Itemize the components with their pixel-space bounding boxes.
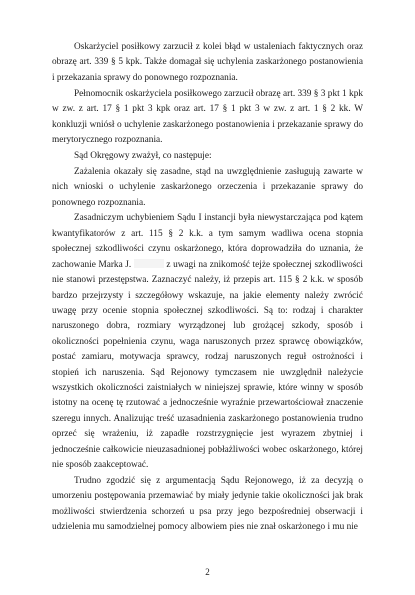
paragraph-attorney-appeal: Pełnomocnik oskarżyciela posiłkowego zarzucił obrazę art. 339 § 3 pkt 1 kpk w zw. z art. 17 § 1 pkt 3 kpk oraz art. 17 § 1 pkt 3 w zw. z art. 1 § 2 kk. W konkluzji wniósł o uchylenie zaskarżonego postanowienia i przekazanie sprawy do merytorycznego rozpoznania.: [52, 88, 363, 145]
paragraph-appeals-justified: Zażalenia okazały się zasadne, stąd na uwzględnienie zasługują zawarte w nich wnioski o uchylenie zaskarżonego orzeczenia i przekazanie sprawy do ponownego rozpoznania.: [52, 166, 363, 208]
paragraph-court-considered: Sąd Okręgowy zważył, co następuje:: [74, 150, 212, 161]
page-number: 2: [205, 567, 210, 577]
reasoning-text-before-redaction: Zasadniczym uchybieniem Sądu I instancji była niewystarczająca pod kątem kwantyfikatorów z art. 115 § 2 k.k. a tym samym wadliwa ocena stopnia społecznej szkodliwości czynu oskarżonego, która doprowadziła do uznania, że zachowanie Marka J.: [52, 213, 363, 270]
paragraph-disagreement: Trudno zgodzić się z argumentacją Sądu Rejonowego, iż za decyzją o umorzeniu postępowania przemawiać by miały jedynie takie okoliczności jak brak możliwości stwierdzenia schorzeń u psa przy jego bezpośredniej obserwacji i udzielenia mu samodzielnej pomocy albowiem pies nie znał oskarżonego i mu nie: [52, 475, 363, 533]
paragraph-appeal-subsidiary-prosecutor: Oskarżyciel posiłkowy zarzucił z kolei błąd w ustaleniach faktycznych oraz obrazę art. 339 § 5 kpk. Także domagał się uchylenia zaskarżonego postanowienia i przekazania sprawy do ponownego rozpoznania.: [52, 42, 363, 83]
redacted-name-block: [134, 259, 164, 268]
paragraph-main-reasoning: [52, 211, 363, 473]
reasoning-text-after-redaction: z uwagi na znikomość tejże społecznej szkodliwości nie stanowi przestępstwa. Zaznaczyć należy, iż przepis art. 115 § 2 k.k. w sposób bardzo przejrzysty i szczegółowy wskazuje, na jakie elementy należy zwrócić uwagę przy ocenie stopnia społecznej szkodliwości. Są to: rodzaj i charakter naruszonego dobra, rozmiary wyrządzonej lub grożącej szkody, sposób i okoliczności popełnienia czynu, waga naruszonych przez sprawcę obowiązków, postać zamiaru, motywacja sprawcy, rodzaj naruszonych reguł ostrożności i stopień ich naruszenia. Sąd Rejonowy tymczasem nie uwzględnił należycie wszystkich okoliczności zaistniałych w niniejszej sprawie, które winny w sposób istotny na ocenę tę rzutować a jednocześnie wyraźnie przewartościował znaczenie szeregu innych. Analizując treść uzasadnienia zaskarżonego postanowienia trudno oprzeć się wrażeniu, iż zapadłe rozstrzygnięcie jest wyrazem zbytniej i jednocześnie całkowicie nieuzasadnionej pobłażliwości wobec oskarżonego, której nie sposób zaakceptować.: [52, 259, 364, 470]
